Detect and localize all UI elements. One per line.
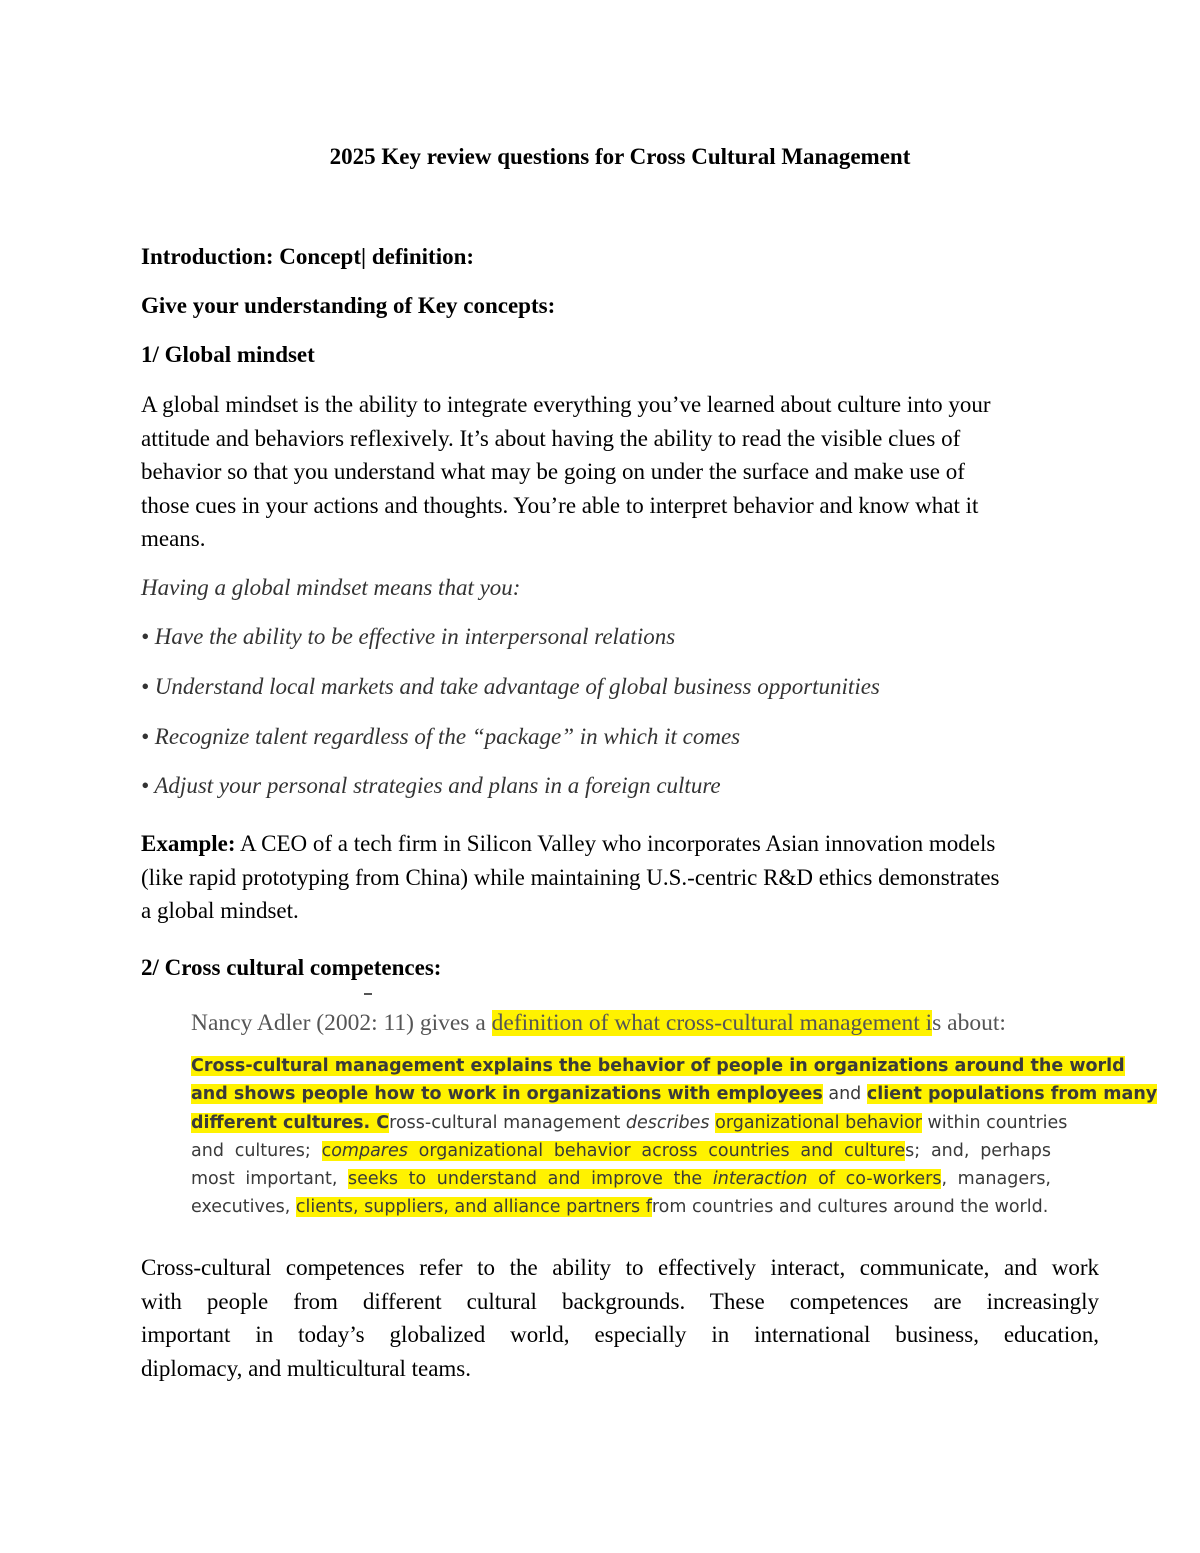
quote-line xyxy=(191,1052,1125,1080)
quote-intro-text: Nancy Adler (2002: 11) gives a xyxy=(191,1010,492,1036)
example-label: Example: xyxy=(141,831,236,856)
quote-text: rom countries and cultures around the world. xyxy=(651,1197,1049,1218)
quote-line xyxy=(191,1165,1051,1193)
paragraph-line: behavior so that you understand what may be going on under the surface and make use of xyxy=(141,459,965,484)
highlighted-text: seeks to understand and improve the xyxy=(348,1169,713,1190)
bullet-item: • Adjust your personal strategies and plans in a foreign culture xyxy=(141,773,721,798)
intro-heading: Introduction: Concept| definition: xyxy=(141,244,475,269)
paragraph-line: those cues in your actions and thoughts. You’re able to interpret behavior and know what it xyxy=(141,492,979,518)
highlighted-text: different cultures. C xyxy=(191,1112,390,1133)
scan-mark xyxy=(364,993,372,995)
paragraph-line: diplomacy, and multicultural teams. xyxy=(141,1355,472,1381)
competences-paragraph xyxy=(141,1251,1099,1385)
quote-line xyxy=(191,1109,1068,1137)
section1-heading: 1/ Global mindset xyxy=(141,342,315,367)
global-mindset-paragraph xyxy=(141,388,1099,556)
quote-text: and xyxy=(822,1084,867,1105)
paragraph-line: A global mindset is the ability to integrate everything you’ve learned about culture into your xyxy=(141,392,991,417)
paragraph-line: means. xyxy=(141,526,206,551)
quote-intro xyxy=(191,1006,1006,1040)
example-paragraph xyxy=(141,827,1099,928)
quote-text: executives, xyxy=(191,1197,296,1218)
highlighted-text: clients, suppliers, and alliance partners f xyxy=(295,1197,652,1218)
highlighted-text: ompares xyxy=(331,1140,408,1161)
quote-line xyxy=(191,1080,1158,1108)
section2-heading: 2/ Cross cultural competences: xyxy=(141,955,442,980)
highlighted-text: client populations from many xyxy=(866,1084,1158,1105)
example-line: a global mindset. xyxy=(141,898,299,923)
quote-text: most important, xyxy=(191,1169,349,1190)
bullet-item: • Recognize talent regardless of the “package” in which it comes xyxy=(141,724,741,749)
highlighted-text: c xyxy=(321,1140,332,1161)
highlighted-text: organizational behavior xyxy=(715,1112,922,1133)
quote-text: describes xyxy=(625,1112,710,1133)
document-title: 2025 Key review questions for Cross Cultural Management xyxy=(329,144,911,169)
paragraph-line: Cross-cultural competences refer to the ability to effectively interact, communicate, and work xyxy=(141,1255,1099,1280)
quote-text: , managers, xyxy=(941,1169,1051,1190)
quote-text: s; and, perhaps xyxy=(905,1140,1051,1161)
highlighted-text: organizational behavior across countries and culture xyxy=(407,1140,906,1161)
highlighted-text: Cross-cultural management explains the behavior of people in organizations around the world xyxy=(191,1056,1125,1076)
adler-quote xyxy=(191,1052,1158,1222)
quote-intro-highlight: definition of what cross-cultural management i xyxy=(491,1010,933,1036)
quote-line xyxy=(191,1193,1051,1221)
list-intro: Having a global mindset means that you: xyxy=(141,575,521,600)
example-line: A CEO of a tech firm in Silicon Valley who incorporates Asian innovation models xyxy=(240,831,996,856)
highlighted-text: interaction xyxy=(712,1169,808,1190)
quote-text: and cultures; xyxy=(191,1140,322,1161)
quote-text: within countries xyxy=(921,1112,1068,1133)
quote-line xyxy=(191,1137,1051,1165)
quote-intro-text: s about: xyxy=(932,1010,1006,1036)
example-line: (like rapid prototyping from China) while maintaining U.S.-centric R&D ethics demonstrates xyxy=(141,864,1000,890)
bullet-item: • Have the ability to be effective in interpersonal relations xyxy=(141,624,676,649)
highlighted-text: and shows people how to work in organizations with employees xyxy=(191,1084,823,1105)
give-heading: Give your understanding of Key concepts: xyxy=(141,293,556,318)
quote-text: ross-cultural management xyxy=(389,1112,626,1133)
highlighted-text: of co-workers xyxy=(807,1169,942,1190)
bullet-item: • Understand local markets and take advantage of global business opportunities xyxy=(141,674,880,699)
paragraph-line: with people from different cultural backgrounds. These competences are increasingly xyxy=(141,1288,1099,1314)
paragraph-line: important in today’s globalized world, especially in international business, education, xyxy=(141,1322,1099,1347)
paragraph-line: attitude and behaviors reflexively. It’s about having the ability to read the visible clues of xyxy=(141,425,961,451)
